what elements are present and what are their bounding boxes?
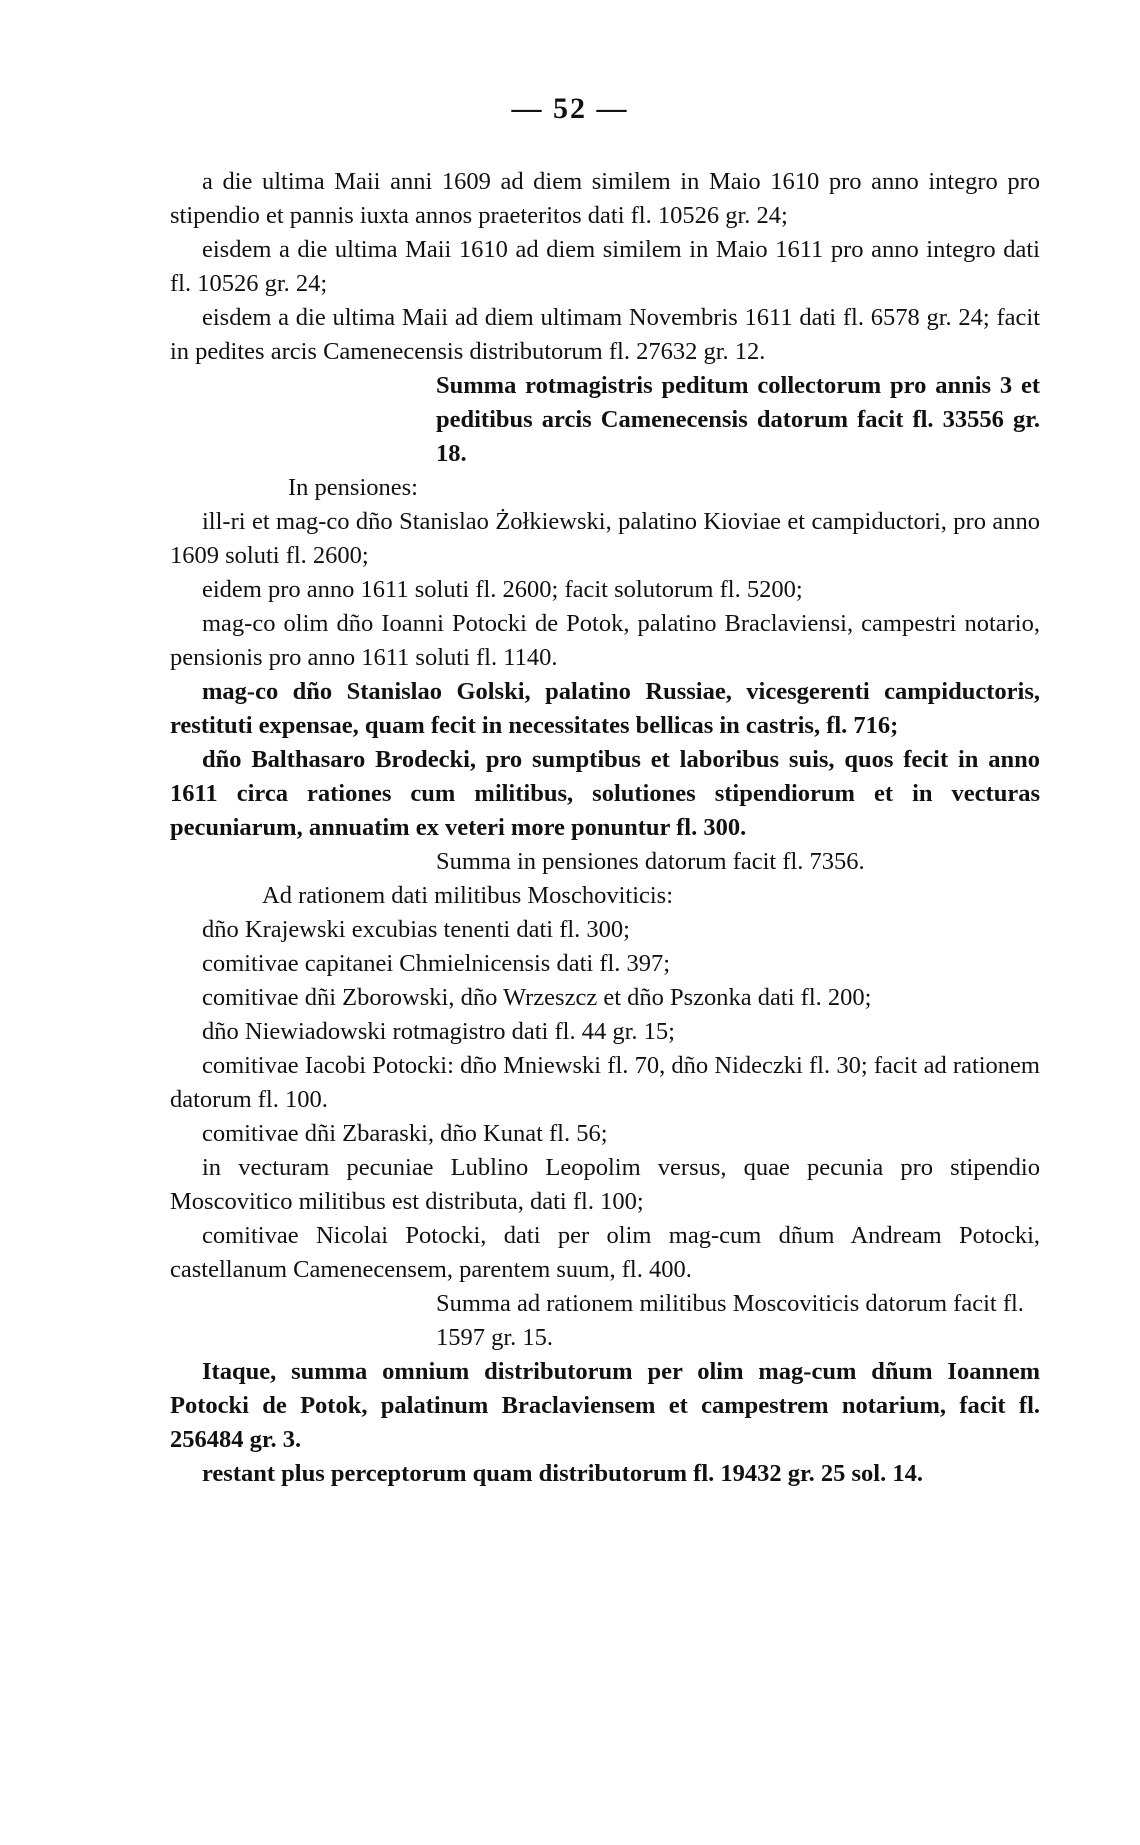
section-heading: Ad rationem dati militibus Moschoviticis:: [262, 882, 674, 909]
entry-paragraph: eisdem a die ultima Maii 1610 ad diem similem in Maio 1611 pro anno integro dati fl. 10526 gr. 24;: [170, 236, 1040, 297]
page-number: — 52 —: [511, 92, 629, 125]
entry-paragraph: eidem pro anno 1611 soluti fl. 2600; facit solutorum fl. 5200;: [202, 576, 803, 603]
summary-line: Summa ad rationem militibus Moscoviticis datorum facit fl. 1597 gr. 15.: [436, 1290, 1024, 1351]
entry-paragraph: comitivae Iacobi Potocki: dño Mniewski fl. 70, dño Nideczki fl. 30; facit ad rationem datorum fl. 100.: [170, 1052, 1040, 1113]
entry-paragraph: comitivae capitanei Chmielnicensis dati fl. 397;: [202, 950, 671, 977]
entry-paragraph: dño Krajewski excubias tenenti dati fl. 300;: [202, 916, 630, 943]
entry-paragraph: dño Balthasaro Brodecki, pro sumptibus et laboribus suis, quos fecit in anno 1611 circa rationes cum militibus, solutiones stipendiorum et in vecturas pecuniarum, annuatim ex veteri more ponuntur fl. 300.: [170, 746, 1040, 841]
entry-paragraph: comitivae Nicolai Potocki, dati per olim mag-cum dñum Andream Potocki, castellanum Camenecensem, parentem suum, fl. 400.: [170, 1222, 1040, 1283]
entry-paragraph: a die ultima Maii anni 1609 ad diem similem in Maio 1610 pro anno integro pro stipendio et pannis iuxta annos praeteritos dati fl. 10526 gr. 24;: [170, 168, 1040, 229]
summary-line: Summa in pensiones datorum facit fl. 7356.: [436, 848, 865, 875]
entry-paragraph: mag-co dño Stanislao Golski, palatino Russiae, vicesgerenti campiductoris, restituti expensae, quam fecit in necessitates bellicas in castris, fl. 716;: [170, 678, 1040, 739]
section-heading: In pensiones:: [288, 474, 418, 501]
entry-paragraph: mag-co olim dño Ioanni Potocki de Potok, palatino Braclaviensi, campestri notario, pensionis pro anno 1611 soluti fl. 1140.: [170, 610, 1040, 671]
entry-paragraph: comitivae dñi Zbaraski, dño Kunat fl. 56;: [202, 1120, 608, 1147]
entry-paragraph: dño Niewiadowski rotmagistro dati fl. 44 gr. 15;: [202, 1018, 675, 1045]
summary-line: Summa rotmagistris peditum collectorum pro annis 3 et peditibus arcis Camenecensis datorum facit fl. 33556 gr. 18.: [436, 372, 1040, 467]
entry-paragraph: eisdem a die ultima Maii ad diem ultimam Novembris 1611 dati fl. 6578 gr. 24; facit in pedites arcis Camenecensis distributorum fl. 27632 gr. 12.: [170, 304, 1040, 365]
entry-paragraph: ill-ri et mag-co dño Stanislao Żołkiewski, palatino Kioviae et campiductori, pro anno 1609 soluti fl. 2600;: [170, 508, 1040, 569]
entry-paragraph: in vecturam pecuniae Lublino Leopolim versus, quae pecunia pro stipendio Moscovitico militibus est distributa, dati fl. 100;: [170, 1154, 1040, 1215]
entry-paragraph: comitivae dñi Zborowski, dño Wrzeszcz et dño Pszonka dati fl. 200;: [202, 984, 872, 1011]
page-body: [170, 165, 1040, 1491]
entry-paragraph: Itaque, summa omnium distributorum per olim mag-cum dñum Ioannem Potocki de Potok, palatinum Braclaviensem et campestrem notarium, facit fl. 256484 gr. 3.: [170, 1358, 1040, 1453]
entry-paragraph: restant plus perceptorum quam distributorum fl. 19432 gr. 25 sol. 14.: [202, 1460, 923, 1487]
